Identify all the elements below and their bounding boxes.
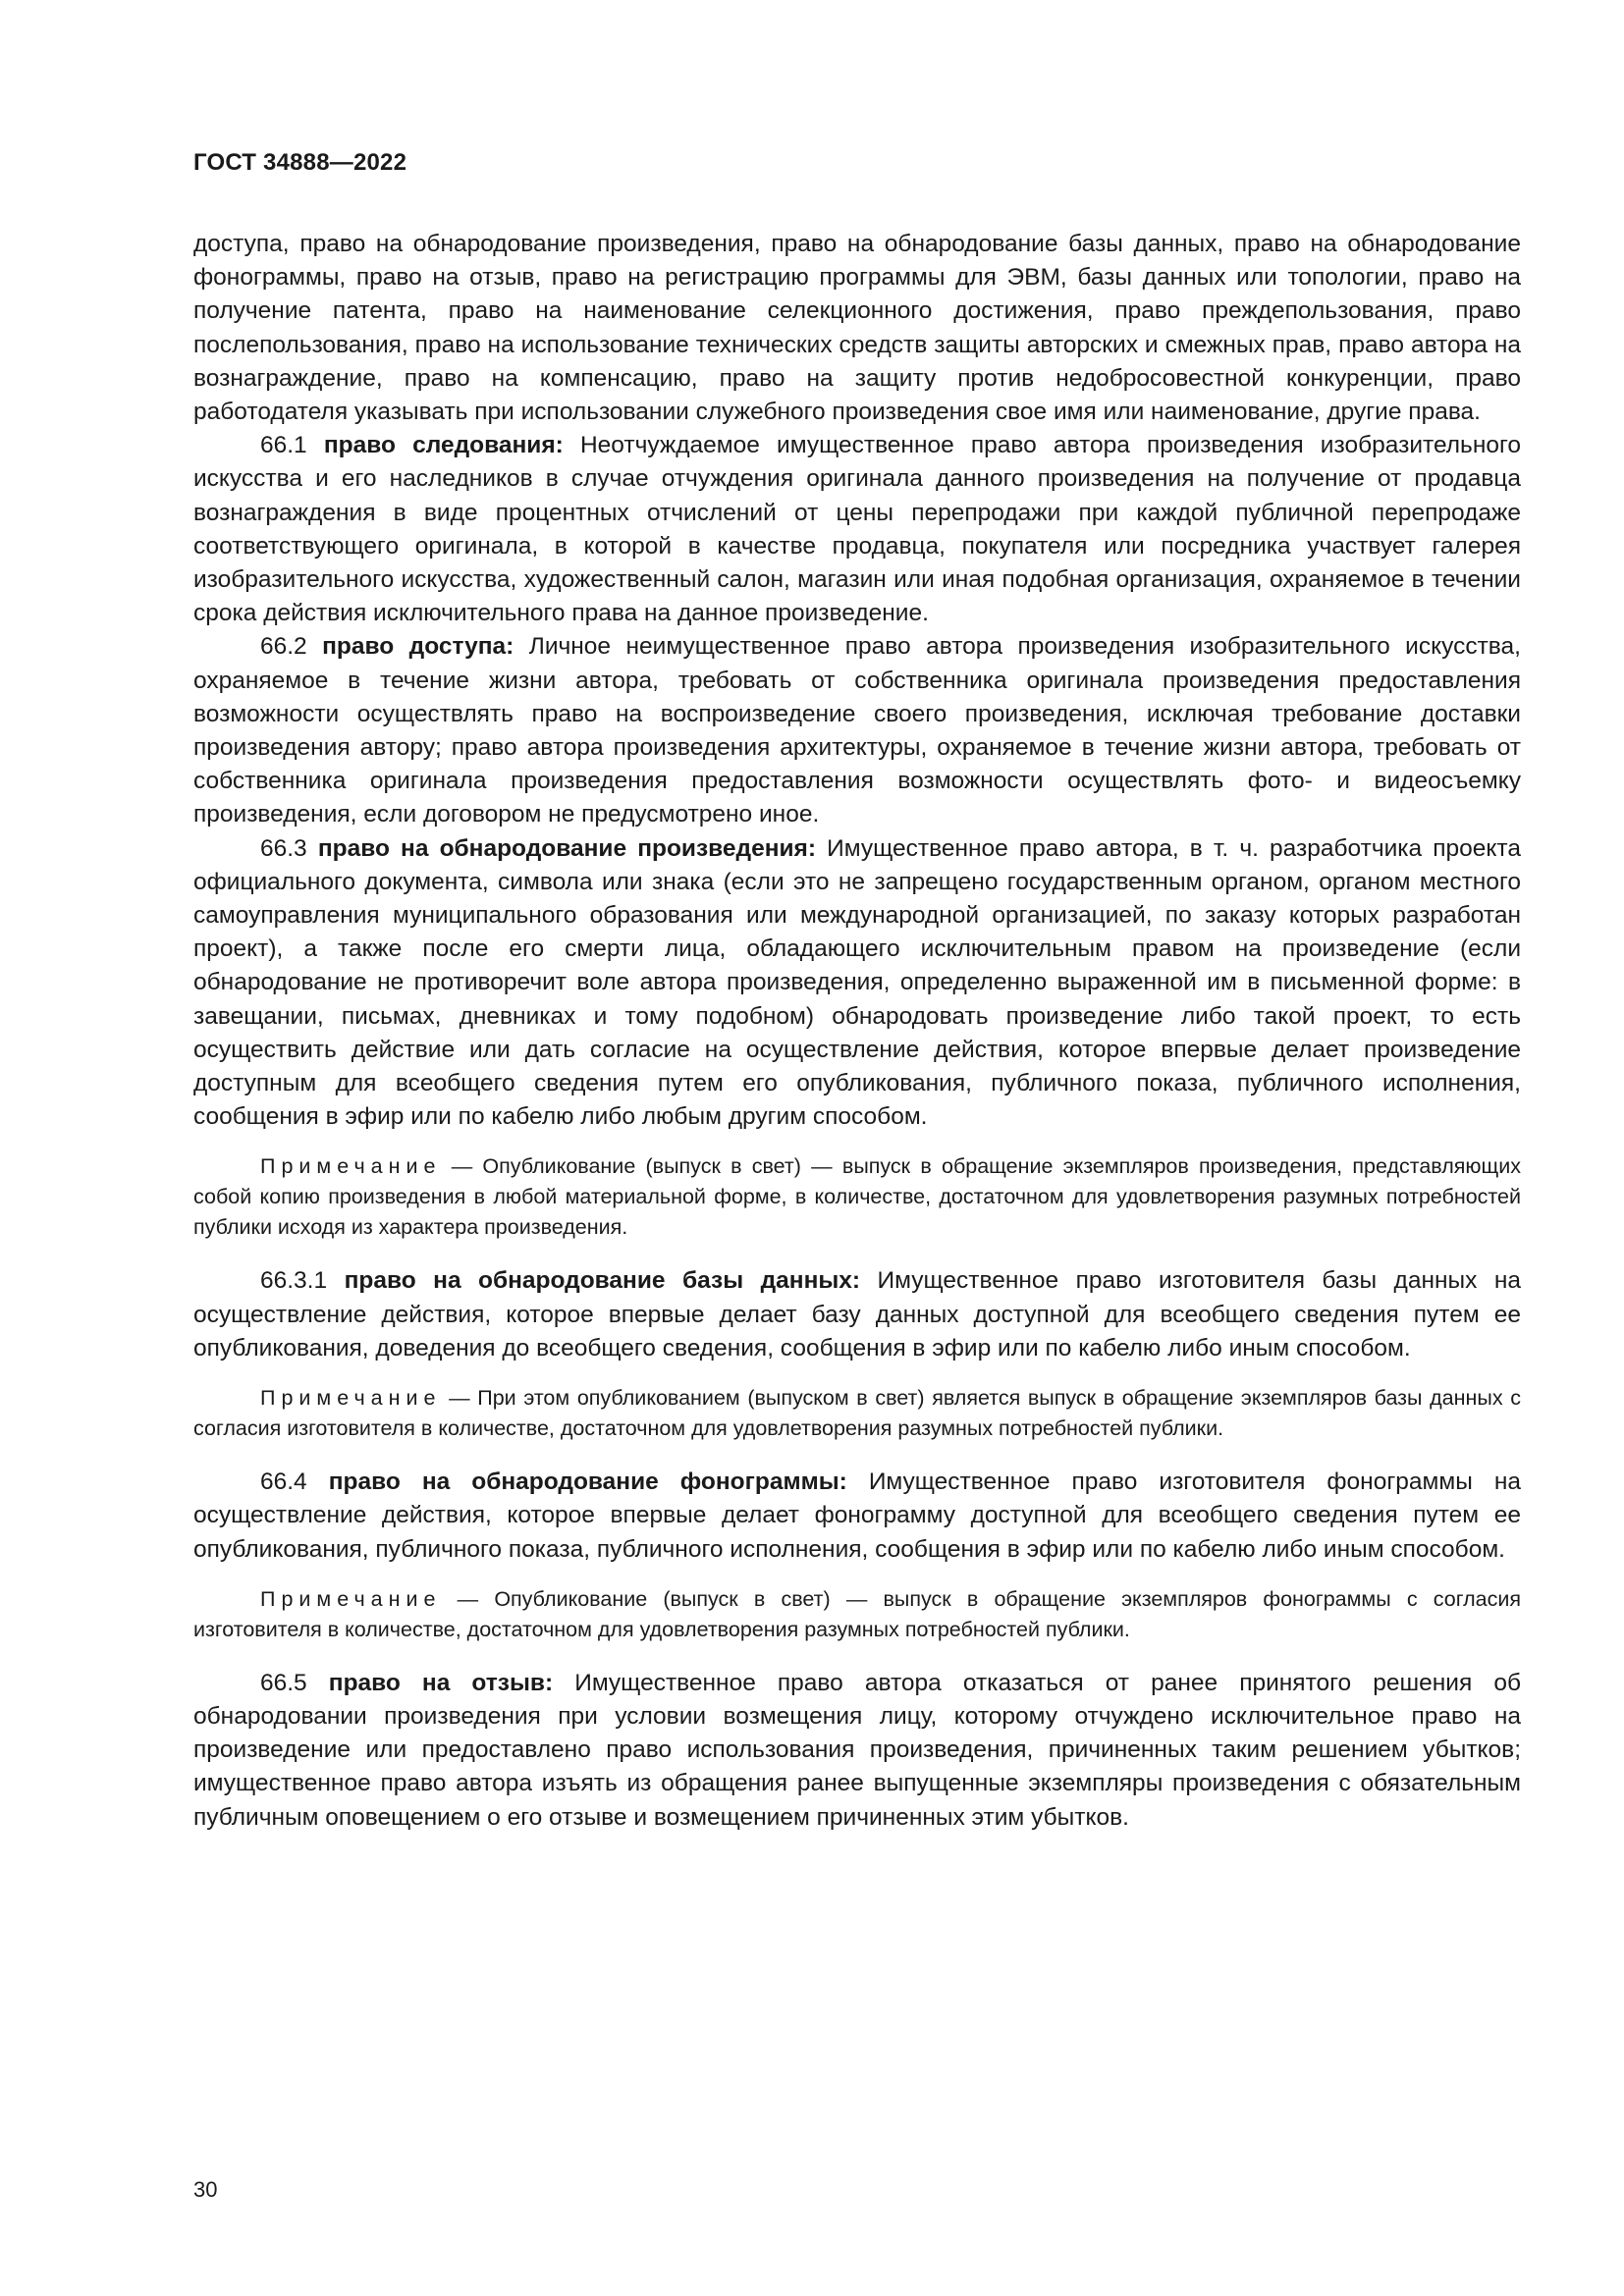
note-label: Примечание	[260, 1154, 442, 1179]
section-number: 66.4	[260, 1468, 307, 1496]
note-phonogram	[193, 1584, 1521, 1645]
document-body	[193, 228, 1521, 1835]
section-term: право на обнародование произведения:	[317, 834, 817, 862]
note-publication	[193, 1151, 1521, 1243]
note-label: Примечание	[260, 1586, 442, 1611]
intro-paragraph: доступа, право на обнародование произведения, право на обнародование базы данных, право на обнародование фонограммы, право на отзыв, право на регистрацию программы для ЭВМ, базы данных или топологии, право на получение патента, право на наименование селекционного достижения, право преждепользования, право послепользования, право на использование технических средств защиты авторских и смежных прав, право автора на вознаграждение, право на компенсацию, право на защиту против недобросовестной конкуренции, право работодателя указывать при использовании служебного произведения свое имя или наименование, другие права.	[193, 231, 1521, 426]
section-term: право на обнародование базы данных:	[344, 1267, 861, 1295]
section-text: Имущественное право автора, в т. ч. разработчика проекта официального документа, символа или знака (если это не запрещено государственным органом, органом местного самоуправления муниципального образования или международной организацией, по заказу которых разработан проект), а также после его смерти лица, обладающего исключительным правом на произведение (если обнародование не противоречит воле автора произведения, определенно выраженной им в письменной форме: в завещании, письмах, дневниках и тому подобном) обнародовать произведение либо такой проект, то есть осуществить действие или дать согласие на осуществление действия, которое впервые делает произведение доступным для всеобщего сведения путем его опубликования, публичного показа, публичного исполнения, сообщения в эфир или по кабелю либо любым другим способом.	[193, 834, 1521, 1131]
document-header-code: ГОСТ 34888—2022	[193, 149, 407, 176]
section-66-3-1	[193, 1264, 1521, 1365]
note-label: Примечание	[260, 1386, 442, 1411]
section-number: 66.3.1	[260, 1267, 328, 1295]
note-text: — Опубликование (выпуск в свет) — выпуск в обращение экземпляров фонограммы с согласия изготовителя в количестве, достаточном для удовлетворения разумных потребностей публики.	[193, 1586, 1521, 1641]
section-number: 66.3	[260, 834, 307, 862]
section-text: Неотчуждаемое имущественное право автора произведения изобразительного искусства и его наследников в случае отчуждения оригинала данного произведения на получение от продавца вознаграждения в виде процентных отчислений от цены перепродажи при каждой публичной перепродаже соответствующего оригинала, в которой в качестве продавца, покупателя или посредника участвует галерея изобразительного искусства, художественный салон, магазин или иная подобная организация, охраняемое в течении срока действия исключительного права на данное произведение.	[193, 432, 1522, 627]
section-66-5	[193, 1667, 1521, 1835]
note-database	[193, 1383, 1521, 1444]
section-term: право на обнародование фонограммы:	[328, 1468, 847, 1496]
section-number: 66.1	[260, 432, 307, 459]
section-66-2	[193, 630, 1521, 831]
section-term: право на отзыв:	[328, 1669, 554, 1696]
section-text: Личное неимущественное право автора произведения изобразительного искусства, охраняемое в течение жизни автора, требовать от собственника оригинала произведения предоставления возможности осуществлять право на воспроизведение своего произведения, исключая требование доставки произведения автору; право автора произведения архитектуры, охраняемое в течение жизни автора, требовать от собственника оригинала произведения предоставления возможности осуществлять фото- и видеосъемку произведения, если договором не предусмотрено иное.	[193, 633, 1521, 828]
section-66-1	[193, 429, 1521, 630]
note-text: — При этом опубликованием (выпуском в свет) является выпуск в обращение экземпляров базы данных с согласия изготовителя в количестве, достаточном для удовлетворения разумных потребностей публики.	[193, 1386, 1521, 1441]
section-66-3	[193, 832, 1521, 1135]
section-text: Имущественное право изготовителя фонограммы на осуществление действия, которое впервые делает фонограмму доступной для всеобщего сведения путем ее опубликования, публичного показа, публичного исполнения, сообщения в эфир или по кабелю либо иным способом.	[193, 1468, 1522, 1563]
section-text: Имущественное право изготовителя базы данных на осуществление действия, которое впервые делает базу данных доступной для всеобщего сведения путем ее опубликования, доведения до всеобщего сведения, сообщения в эфир или по кабелю либо иным способом.	[193, 1267, 1522, 1362]
section-term: право доступа:	[322, 633, 514, 661]
page-number: 30	[193, 2177, 218, 2202]
section-term: право следования:	[323, 432, 564, 459]
section-66-4	[193, 1466, 1521, 1567]
section-number: 66.5	[260, 1669, 307, 1696]
note-text: — Опубликование (выпуск в свет) — выпуск в обращение экземпляров произведения, представляющих собой копию произведения в любой материальной форме, в количестве, достаточном для удовлетворения разумных потребностей публики исходя из характера произведения.	[193, 1154, 1521, 1240]
section-text: Имущественное право автора отказаться от ранее принятого решения об обнародовании произведения при условии возмещения лицу, которому отчуждено исключительное право на произведение или предоставлено право использования произведения, причиненных таким решением убытков; имущественное право автора изъять из обращения ранее выпущенные экземпляры произведения с обязательным публичным оповещением о его отзыве и возмещением причиненных этим убытков.	[193, 1669, 1521, 1831]
section-number: 66.2	[260, 633, 307, 661]
